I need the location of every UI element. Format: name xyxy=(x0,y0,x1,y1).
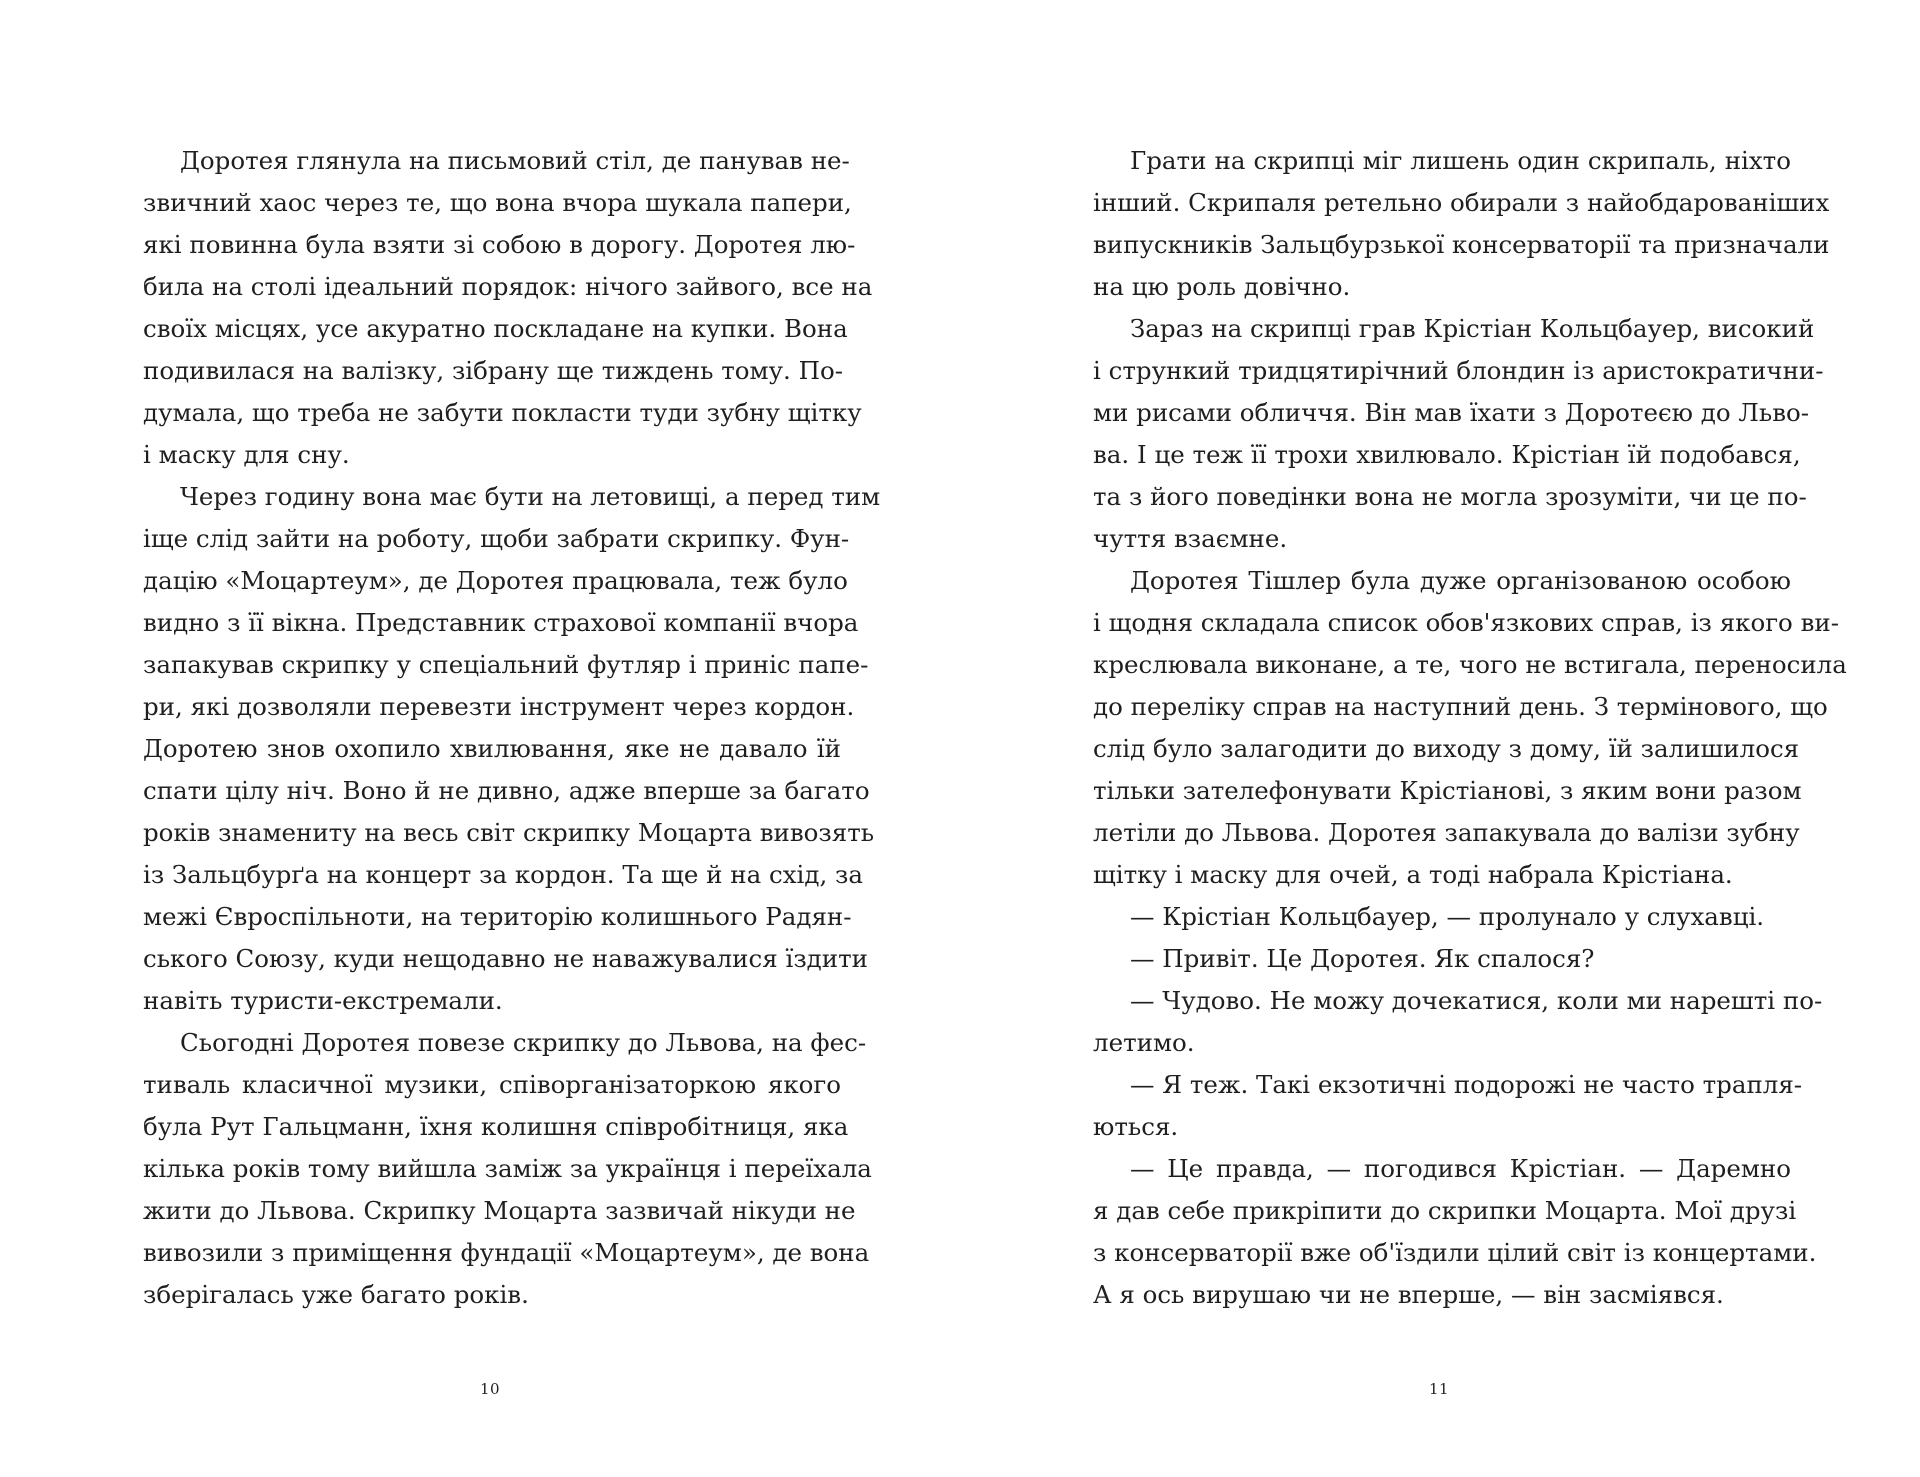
dialogue-line xyxy=(1093,1064,1803,1148)
text-line: із Зальцбурґа на концерт за кордон. Та ще й на схід, за xyxy=(143,860,863,889)
text-line: дацію «Моцартеум», де Доротея працювала, теж було xyxy=(143,566,848,595)
text-line: спати цілу ніч. Воно й не дивно, адже вперше за багато xyxy=(143,776,870,805)
text-line: подивилася на валізку, зібрану ще тиждень тому. По- xyxy=(143,356,843,385)
left-page-text xyxy=(143,140,881,1316)
dialogue-line xyxy=(1093,980,1823,1064)
text-line: до переліку справ на наступний день. З термінового, що xyxy=(1093,692,1828,721)
text-line: випускників Зальцбурзької консерваторії та призначали xyxy=(1093,230,1830,259)
text-line: і щодня складала список обов'язкових справ, із якого ви- xyxy=(1093,608,1839,637)
text-line: інший. Скрипаля ретельно обирали з найобдарованіших xyxy=(1093,188,1830,217)
text-line: які повинна була взяти зі собою в дорогу. Доротея лю- xyxy=(143,230,856,259)
dialogue-line xyxy=(1093,1148,1817,1316)
text-line: була Рут Гальцманн, їхня колишня співробітниця, яка xyxy=(143,1112,849,1141)
text-line: ва. І це теж її трохи хвилювало. Крістіан їй подобався, xyxy=(1093,440,1801,469)
right-page-text xyxy=(1093,140,1847,1316)
dialogue-line xyxy=(1093,938,1791,980)
text-line: жити до Львова. Скрипку Моцарта зазвичай нікуди не xyxy=(143,1196,856,1225)
text-line: Через годину вона має бути на летовищі, а перед тим xyxy=(180,482,881,511)
text-line: навіть туристи-екстремали. xyxy=(143,986,503,1015)
paragraph xyxy=(1093,140,1830,308)
text-line: та з його поведінки вона не могла зрозуміти, чи це по- xyxy=(1093,482,1807,511)
text-line: іще слід зайти на роботу, щоби забрати скрипку. Фун- xyxy=(143,524,850,553)
text-line: років знамениту на весь світ скрипку Моцарта вивозять xyxy=(143,818,875,847)
paragraph xyxy=(143,476,881,1022)
text-line: Доротея глянула на письмовий стіл, де панував не- xyxy=(180,146,850,175)
text-line: слід було залагодити до виходу з дому, їй залишилося xyxy=(1093,734,1800,763)
text-line: летіли до Львова. Доротея запакувала до валізи зубну xyxy=(1093,818,1800,847)
text-line: ри, які дозволяли перевезти інструмент через кордон. xyxy=(143,692,855,721)
text-line: і стрункий тридцятирічний блондин із аристократични- xyxy=(1093,356,1824,385)
text-line: Доротея Тішлер була дуже організованою особою xyxy=(1130,566,1791,595)
text-line: Доротею знов охопило хвилювання, яке не давало їй xyxy=(143,734,841,763)
text-line: думала, що треба не забути покласти туди зубну щітку xyxy=(143,398,862,427)
text-line: ються. xyxy=(1093,1112,1179,1141)
page-number: 11 xyxy=(1429,1380,1450,1398)
text-line: ми рисами обличчя. Він мав їхати з Доротеєю до Льво- xyxy=(1093,398,1810,427)
text-line: кілька років тому вийшла заміж за українця і переїхала xyxy=(143,1154,872,1183)
text-line: зберігалась уже багато років. xyxy=(143,1280,529,1309)
text-line: чуття взаємне. xyxy=(1093,524,1288,553)
text-line: звичний хаос через те, що вона вчора шукала папери, xyxy=(143,188,852,217)
text-line: — Я теж. Такі екзотичні подорожі не часто трапля- xyxy=(1130,1070,1803,1099)
paragraph xyxy=(1093,308,1824,560)
paragraph xyxy=(143,1022,872,1316)
text-line: ського Союзу, куди нещодавно не наважувалися їздити xyxy=(143,944,868,973)
text-line: Грати на скрипці міг лишень один скрипаль, ніхто xyxy=(1130,146,1791,175)
text-line: била на столі ідеальний порядок: нічого зайвого, все на xyxy=(143,272,873,301)
text-line: летимо. xyxy=(1093,1028,1195,1057)
text-line: тільки зателефонувати Крістіанові, з яким вони разом xyxy=(1093,776,1802,805)
text-line: вивозили з приміщення фундації «Моцартеум», де вона xyxy=(143,1238,870,1267)
text-line: запакував скрипку у спеціальний футляр і приніс папе- xyxy=(143,650,869,679)
page-number: 10 xyxy=(480,1380,501,1398)
text-line: і маску для сну. xyxy=(143,440,350,469)
text-line: на цю роль довічно. xyxy=(1093,272,1351,301)
text-line: А я ось вирушаю чи не вперше, — він засміявся. xyxy=(1093,1280,1724,1309)
text-line: видно з її вікна. Представник страхової компанії вчора xyxy=(143,608,859,637)
text-line: з консерваторії вже об'їздили цілий світ із концертами. xyxy=(1093,1238,1817,1267)
text-line: межі Євроспільноти, на територію колишнього Радян- xyxy=(143,902,852,931)
paragraph xyxy=(1093,560,1847,896)
text-line: Зараз на скрипці грав Крістіан Кольцбауер, високий xyxy=(1130,314,1815,343)
text-line: — Привіт. Це Доротея. Як спалося? xyxy=(1130,944,1595,973)
dialogue-line xyxy=(1093,896,1791,938)
text-line: Сьогодні Доротея повезе скрипку до Львова, на фес- xyxy=(180,1028,867,1057)
text-line: я дав себе прикріпити до скрипки Моцарта. Мої друзі xyxy=(1093,1196,1797,1225)
text-line: тиваль класичної музики, співорганізаторкою якого xyxy=(143,1070,841,1099)
text-line: креслювала виконане, а те, чого не встигала, переносила xyxy=(1093,650,1847,679)
right-page xyxy=(960,0,1920,1477)
paragraph xyxy=(143,140,873,476)
text-line: — Це правда, — погодився Крістіан. — Даремно xyxy=(1130,1154,1791,1183)
text-line: — Чудово. Не можу дочекатися, коли ми нарешті по- xyxy=(1130,986,1823,1015)
text-line: своїх місцях, усе акуратно поскладане на купки. Вона xyxy=(143,314,848,343)
text-line: щітку і маску для очей, а тоді набрала Крістіана. xyxy=(1093,860,1733,889)
text-line: — Крістіан Кольцбауер, — пролунало у слухавці. xyxy=(1130,902,1765,931)
